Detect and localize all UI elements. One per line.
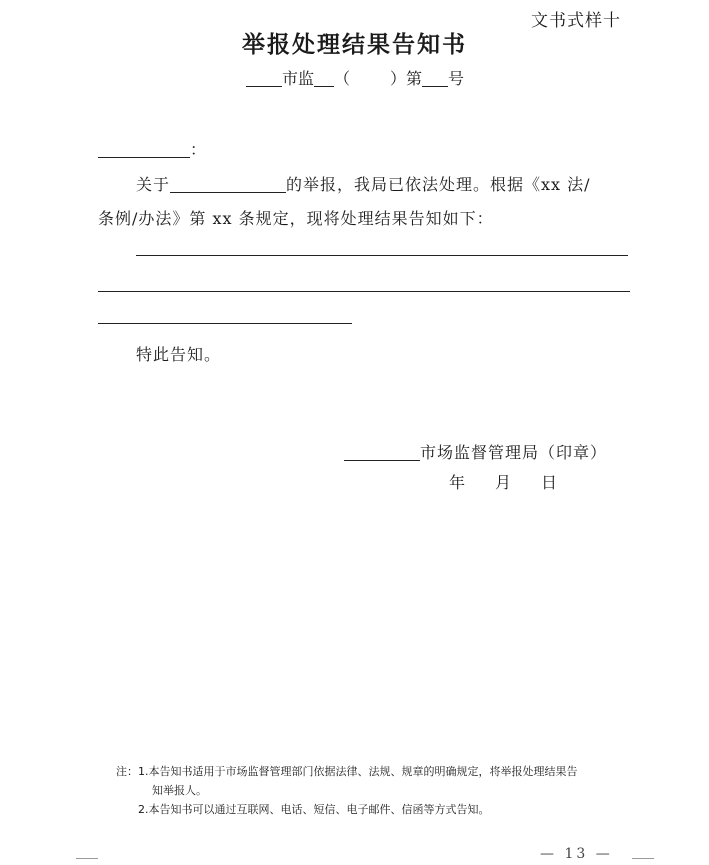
authority-name: 市场监督管理局（印章） [420,443,608,462]
body-paragraph-line-2: 条例/办法》第 xx 条规定，现将处理结果告知如下： [98,209,494,228]
note-1: 注：1.本告知书适用于市场监督管理部门依据法律、法规、规章的明确规定，将举报处理结果告 [116,765,578,778]
p1-prefix: 关于 [136,175,171,194]
result-blank-line-1 [136,255,628,256]
document-sample-label: 文书式样十 [531,11,621,31]
addressee-blank [98,141,190,158]
document-title: 举报处理结果告知书 [242,31,467,58]
docno-paren-close: ）第 [390,69,423,88]
docno-blank-year [314,70,334,87]
docno-blank-prefix [246,70,282,87]
footer-rule-right [632,858,654,859]
document-number [246,66,464,89]
date-year: 年 [449,473,466,492]
p1-suffix: 的举报，我局已依法处理。根据《xx 法/ [286,175,591,194]
footer-rule-left [76,858,98,859]
footnotes [116,762,578,819]
result-blank-line-2 [98,291,630,292]
issuing-authority [344,440,607,463]
reporter-subject-blank [170,176,286,193]
body-paragraph-line-1 [136,172,591,195]
addressee-line [98,137,206,160]
page-number: — 13 — [540,846,613,862]
docno-city: 市监 [282,69,315,88]
addressee-colon: ： [190,140,207,159]
date-month: 月 [495,473,512,492]
issue-date [449,470,587,493]
authority-blank [344,444,420,461]
note-1-continued: 知举报人。 [152,784,207,797]
date-day: 日 [541,473,558,492]
docno-paren-open: （ [334,69,351,88]
result-blank-line-3 [98,323,352,324]
closing-statement: 特此告知。 [136,345,222,364]
note-2: 2.本告知书可以通过互联网、电话、短信、电子邮件、信函等方式告知。 [138,803,490,816]
docno-suffix: 号 [448,69,465,88]
docno-blank-number [422,70,448,87]
